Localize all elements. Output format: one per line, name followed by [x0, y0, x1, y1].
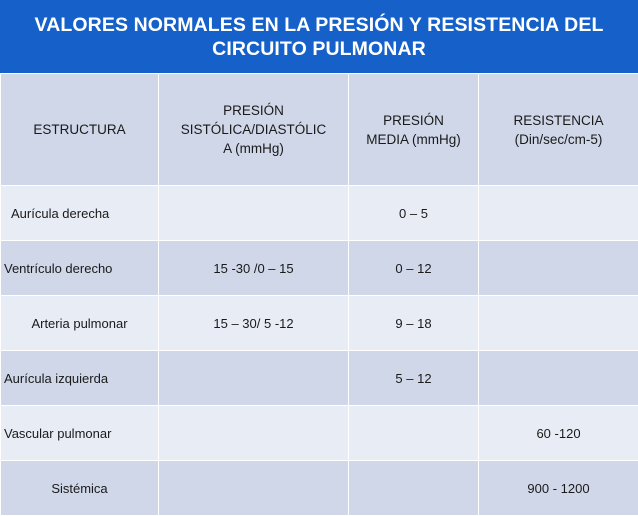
resistance-cell	[479, 351, 638, 406]
structure-cell: Sistémica	[1, 461, 159, 516]
pressure-table	[0, 73, 638, 516]
resistance-cell	[479, 296, 638, 351]
table-row	[1, 461, 638, 516]
header-systolic-diastolic: PRESIÓN SISTÓLICA/DIASTÓLIC A (mmHg)	[159, 74, 349, 186]
header-resistance: RESISTENCIA (Din/sec/cm-5)	[479, 74, 638, 186]
mean-pressure-cell: 0 – 5	[349, 186, 479, 241]
structure-cell: Aurícula izquierda	[1, 351, 159, 406]
resistance-cell: 900 - 1200	[479, 461, 638, 516]
structure-cell: Ventrículo derecho	[1, 241, 159, 296]
header-mean-pressure: PRESIÓN MEDIA (mmHg)	[349, 74, 479, 186]
systolic-diastolic-cell: 15 -30 /0 – 15	[159, 241, 349, 296]
structure-cell: Aurícula derecha	[1, 186, 159, 241]
slide-title: VALORES NORMALES EN LA PRESIÓN Y RESISTENCIA DEL CIRCUITO PULMONAR	[35, 13, 604, 61]
resistance-cell: 60 -120	[479, 406, 638, 461]
mean-pressure-cell	[349, 461, 479, 516]
systolic-diastolic-cell	[159, 406, 349, 461]
table-header-row	[1, 74, 638, 186]
table-row	[1, 296, 638, 351]
mean-pressure-cell: 5 – 12	[349, 351, 479, 406]
systolic-diastolic-cell	[159, 186, 349, 241]
systolic-diastolic-cell	[159, 461, 349, 516]
resistance-cell	[479, 241, 638, 296]
mean-pressure-cell: 9 – 18	[349, 296, 479, 351]
header-structure: ESTRUCTURA	[1, 74, 159, 186]
structure-cell: Arteria pulmonar	[1, 296, 159, 351]
mean-pressure-cell: 0 – 12	[349, 241, 479, 296]
table-row	[1, 406, 638, 461]
systolic-diastolic-cell	[159, 351, 349, 406]
resistance-cell	[479, 186, 638, 241]
table-row	[1, 241, 638, 296]
structure-cell: Vascular pulmonar	[1, 406, 159, 461]
title-bar	[0, 0, 638, 73]
systolic-diastolic-cell: 15 – 30/ 5 -12	[159, 296, 349, 351]
mean-pressure-cell	[349, 406, 479, 461]
table-row	[1, 186, 638, 241]
table-row	[1, 351, 638, 406]
